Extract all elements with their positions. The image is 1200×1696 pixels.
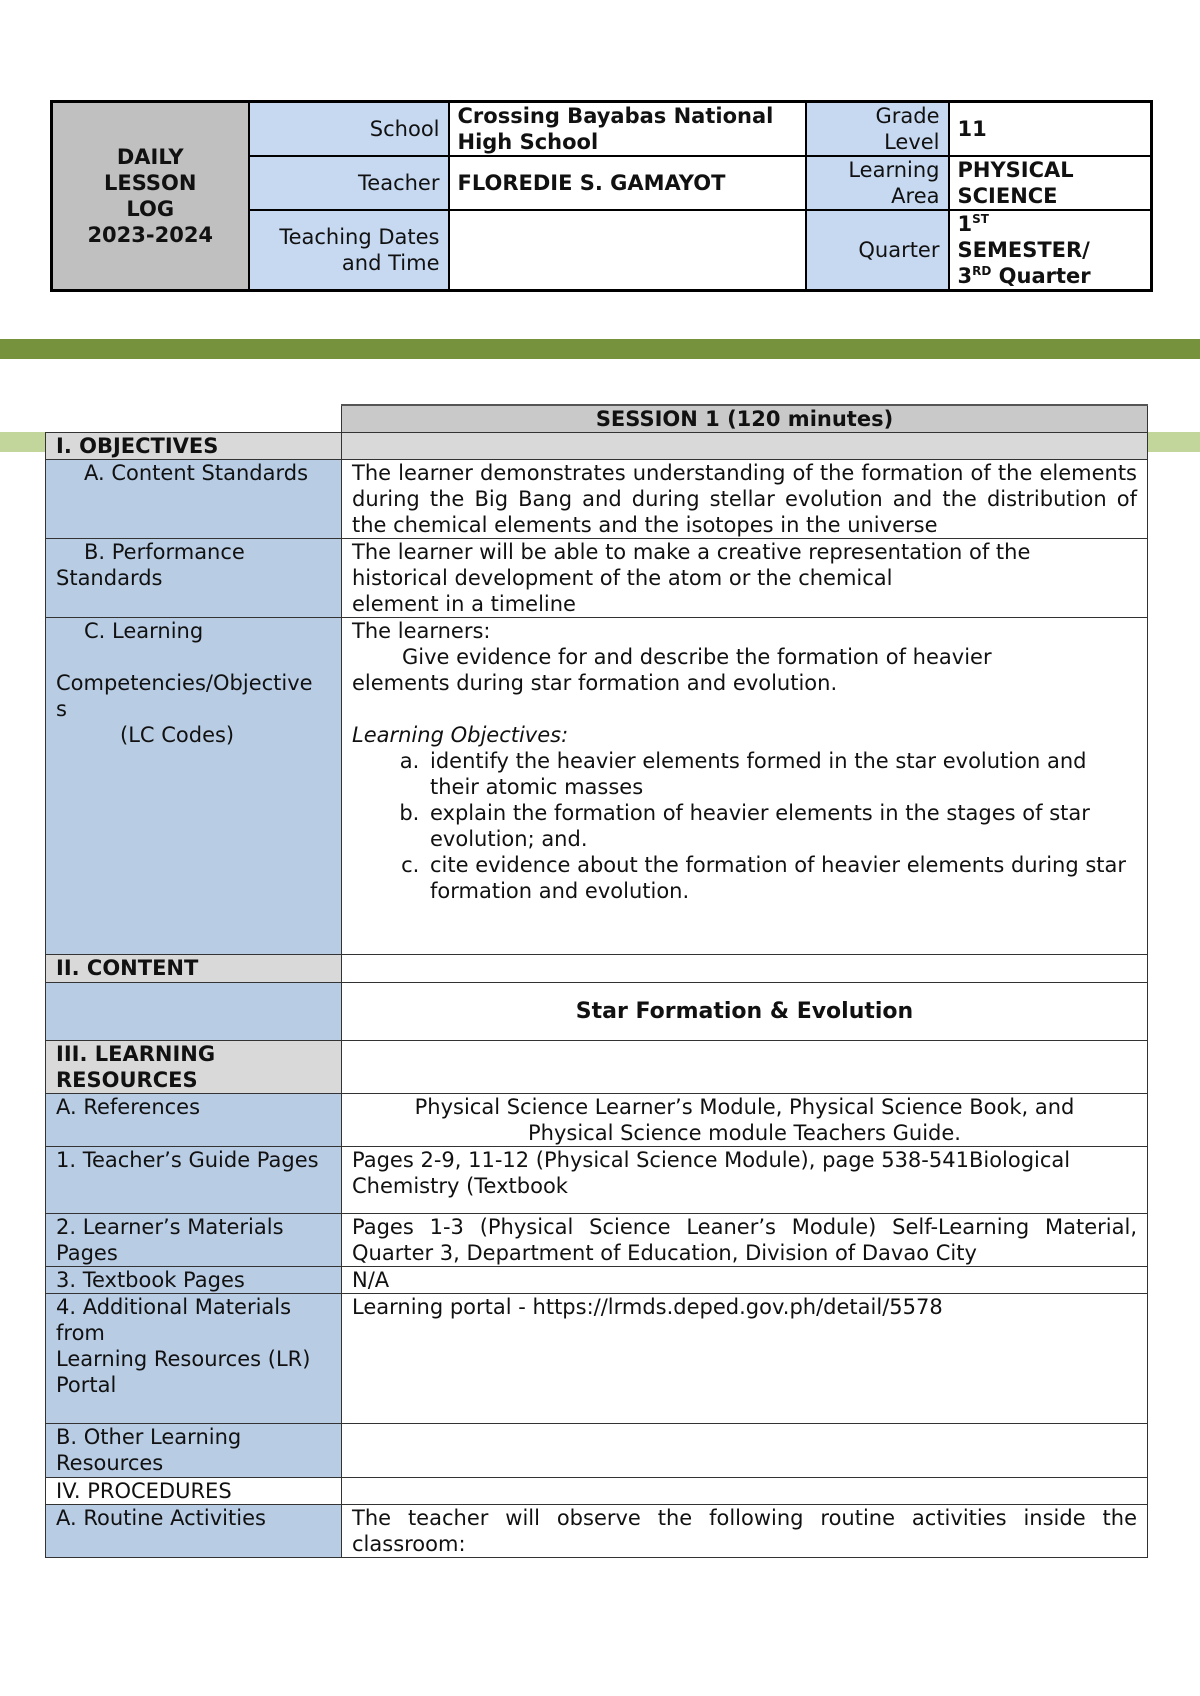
teachers-guide-text: Pages 2-9, 11-12 (Physical Science Module), page 538-541Biological Chemistry (Textbook	[342, 1147, 1148, 1214]
performance-standards-text: The learner will be able to make a creative representation of the historical development of the atom or the chemical element in a timeline	[342, 539, 1148, 618]
additional-materials-label: 4. Additional Materials from Learning Resources (LR) Portal	[46, 1294, 342, 1424]
learning-competencies-text: The learners: Give evidence for and describe the formation of heavier elements during star formation and evolution. Learning Objectives: a. identify the heavier elements formed in the star evolution and their atomic masses b. explain the formation of heavier elements in the stages of star evolution; and. c. cite evidence about the formation of heavier elements during star formation and evolution.	[342, 618, 1148, 955]
objectives-heading: I. OBJECTIVES	[46, 433, 342, 460]
green-divider-bar	[0, 339, 1200, 359]
light-green-bar-left	[0, 432, 46, 452]
learners-materials-text: Pages 1-3 (Physical Science Leaner’s Module) Self-Learning Material, Quarter 3, Department of Education, Division of Davao City	[342, 1214, 1148, 1267]
other-resources-label: B. Other Learning Resources	[46, 1424, 342, 1478]
procedures-heading: IV. PROCEDURES	[46, 1478, 342, 1505]
school-value: Crossing Bayabas National High School	[449, 102, 806, 157]
teacher-value: FLOREDIE S. GAMAYOT	[449, 156, 806, 210]
learning-objectives-list	[352, 748, 1137, 904]
grade-level-value: 11	[949, 102, 1152, 157]
other-resources-text	[342, 1424, 1148, 1478]
session-header: SESSION 1 (120 minutes)	[342, 405, 1148, 433]
header-table	[50, 100, 1153, 292]
textbook-pages-text: N/A	[342, 1267, 1148, 1294]
teacher-label: Teacher	[249, 156, 449, 210]
content-standards-text: The learner demonstrates understanding of the formation of the elements during the Big Bang and during stellar evolution and the distribution of the chemical elements and the isotopes in the universe	[342, 460, 1148, 539]
learning-area-value: PHYSICAL SCIENCE	[949, 156, 1152, 210]
references-label: A. References	[46, 1094, 342, 1147]
content-heading: II. CONTENT	[46, 955, 342, 983]
light-green-bar-right	[1146, 432, 1200, 452]
lr-portal-link[interactable]: Learning portal - https://lrmds.deped.gov.ph/detail/5578	[342, 1294, 1148, 1424]
list-item: a. identify the heavier elements formed in the star evolution and their atomic masses	[426, 748, 1137, 800]
school-label: School	[249, 102, 449, 157]
content-standards-label: A. Content Standards	[46, 460, 342, 539]
performance-standards-label: B. Performance Standards	[46, 539, 342, 618]
learning-competencies-label: C. Learning Competencies/Objective s (LC Codes)	[46, 618, 342, 955]
list-item: b. explain the formation of heavier elements in the stages of star evolution; and.	[426, 800, 1137, 852]
topic-title: Star Formation & Evolution	[342, 983, 1148, 1041]
quarter-value: 1ST SEMESTER/ 3RD Quarter	[949, 210, 1152, 291]
routine-activities-text: The teacher will observe the following routine activities inside the classroom:	[342, 1505, 1148, 1558]
textbook-pages-label: 3. Textbook Pages	[46, 1267, 342, 1294]
learning-resources-heading: III. LEARNING RESOURCES	[46, 1041, 342, 1094]
daily-lesson-log-title: DAILY LESSON LOG 2023-2024	[52, 102, 249, 291]
grade-level-label: Grade Level	[806, 102, 949, 157]
teaching-dates-value	[449, 210, 806, 291]
teachers-guide-label: 1. Teacher’s Guide Pages	[46, 1147, 342, 1214]
quarter-label: Quarter	[806, 210, 949, 291]
teaching-dates-label: Teaching Dates and Time	[249, 210, 449, 291]
references-text: Physical Science Learner’s Module, Physical Science Book, and Physical Science module Teachers Guide.	[342, 1094, 1148, 1147]
lesson-table	[45, 404, 1148, 1558]
routine-activities-label: A. Routine Activities	[46, 1505, 342, 1558]
list-item: c. cite evidence about the formation of heavier elements during star formation and evolution.	[426, 852, 1137, 904]
learning-objectives-heading: Learning Objectives:	[352, 723, 569, 747]
learning-area-label: Learning Area	[806, 156, 949, 210]
learners-materials-label: 2. Learner’s Materials Pages	[46, 1214, 342, 1267]
